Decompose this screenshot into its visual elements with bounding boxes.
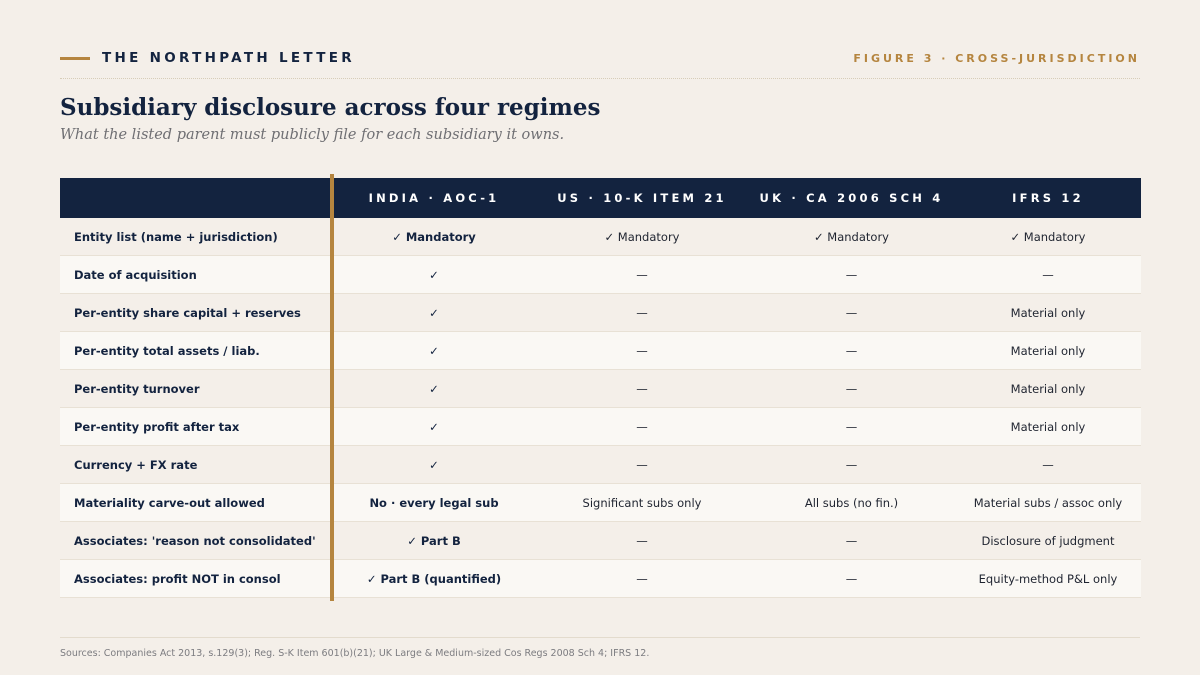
table-cell: ✓ Mandatory — [392, 229, 476, 244]
row-label: Per-entity share capital + reserves — [74, 305, 301, 320]
table-cell: ✓ Part B (quantified) — [366, 571, 502, 586]
brand-rule — [60, 57, 90, 60]
table-cell: ✓ — [429, 267, 439, 282]
table-cell: ✓ Mandatory — [1010, 229, 1086, 244]
table-cell: — — [845, 343, 858, 358]
table-cell: Disclosure of judgment — [981, 533, 1115, 548]
table-cell: — — [636, 305, 648, 320]
table-cell: ✓ — [429, 457, 439, 472]
table-cell: — — [636, 571, 648, 586]
table-cell: Material only — [1010, 381, 1086, 396]
table-cell: — — [845, 381, 858, 396]
brand — [60, 50, 355, 66]
table-cell: No · every legal sub — [369, 495, 499, 510]
table-row — [60, 332, 1141, 370]
table-cell: — — [636, 457, 648, 472]
page-subtitle: What the listed parent must publicly file for each subsidiary it owns. — [60, 127, 565, 143]
table-cell: — — [1042, 457, 1054, 472]
header-cell-uk: UK · CA 2006 SCH 4 — [759, 191, 944, 205]
table-header — [60, 178, 1141, 218]
table-row — [60, 408, 1141, 446]
table-cell: ✓ — [429, 381, 439, 396]
table-cell: — — [636, 533, 648, 548]
table-row — [60, 522, 1141, 560]
masthead — [60, 46, 1140, 70]
table-cell: — — [845, 419, 858, 434]
row-label: Entity list (name + jurisdiction) — [74, 229, 278, 244]
header-cell-india: INDIA · AOC-1 — [368, 191, 500, 205]
table-row — [60, 446, 1141, 484]
table-row — [60, 218, 1141, 256]
row-label: Materiality carve-out allowed — [74, 495, 265, 510]
header-cell-ifrs: IFRS 12 — [1012, 191, 1084, 205]
table-row — [60, 294, 1141, 332]
table-cell: Material only — [1010, 343, 1086, 358]
table-row — [60, 484, 1141, 522]
row-label: Associates: 'reason not consolidated' — [74, 533, 316, 548]
row-label: Per-entity turnover — [74, 381, 200, 396]
table-cell: ✓ — [429, 305, 439, 320]
row-label: Date of acquisition — [74, 267, 197, 282]
india-highlight-bar — [330, 174, 334, 601]
table-cell: — — [636, 381, 648, 396]
table-cell: ✓ — [429, 343, 439, 358]
figure-label: FIGURE 3 · CROSS-JURISDICTION — [853, 51, 1140, 65]
table-cell: ✓ Mandatory — [814, 229, 889, 244]
table-cell: Material subs / assoc only — [973, 495, 1123, 510]
table-cell: — — [845, 457, 858, 472]
table-cell: ✓ — [429, 419, 439, 434]
table-cell: All subs (no fin.) — [804, 495, 899, 510]
row-label: Per-entity profit after tax — [74, 419, 240, 434]
row-label: Currency + FX rate — [74, 457, 198, 472]
table-cell: — — [845, 267, 858, 282]
table-cell: — — [636, 343, 648, 358]
sources-note: Sources: Companies Act 2013, s.129(3); Reg. S-K Item 601(b)(21); UK Large & Medium-sized Cos Regs 2008 Sch 4; IFRS 12. — [60, 648, 650, 659]
table-cell: Material only — [1010, 305, 1086, 320]
disclosure-table — [60, 178, 1141, 598]
row-label: Associates: profit NOT in consol — [74, 571, 281, 586]
table-cell: — — [636, 267, 648, 282]
table-cell: Significant subs only — [582, 495, 702, 510]
brand-name: THE NORTHPATH LETTER — [102, 50, 355, 66]
table-body — [60, 218, 1141, 598]
bottom-divider — [60, 637, 1140, 638]
table-row — [60, 256, 1141, 294]
table-cell: — — [845, 305, 858, 320]
table-row — [60, 370, 1141, 408]
table-cell: — — [845, 533, 858, 548]
row-label: Per-entity total assets / liab. — [74, 343, 260, 358]
header-cell-us: US · 10-K ITEM 21 — [557, 191, 727, 205]
table-cell: — — [1042, 267, 1054, 282]
top-divider — [60, 78, 1140, 79]
page-title: Subsidiary disclosure across four regimes — [60, 94, 601, 121]
table-cell: ✓ Mandatory — [604, 229, 680, 244]
table-cell: — — [845, 571, 858, 586]
table-cell: — — [636, 419, 648, 434]
table-cell: Material only — [1010, 419, 1086, 434]
table-cell: ✓ Part B — [407, 533, 461, 548]
table-row — [60, 560, 1141, 598]
table-cell: Equity-method P&L only — [978, 571, 1118, 586]
